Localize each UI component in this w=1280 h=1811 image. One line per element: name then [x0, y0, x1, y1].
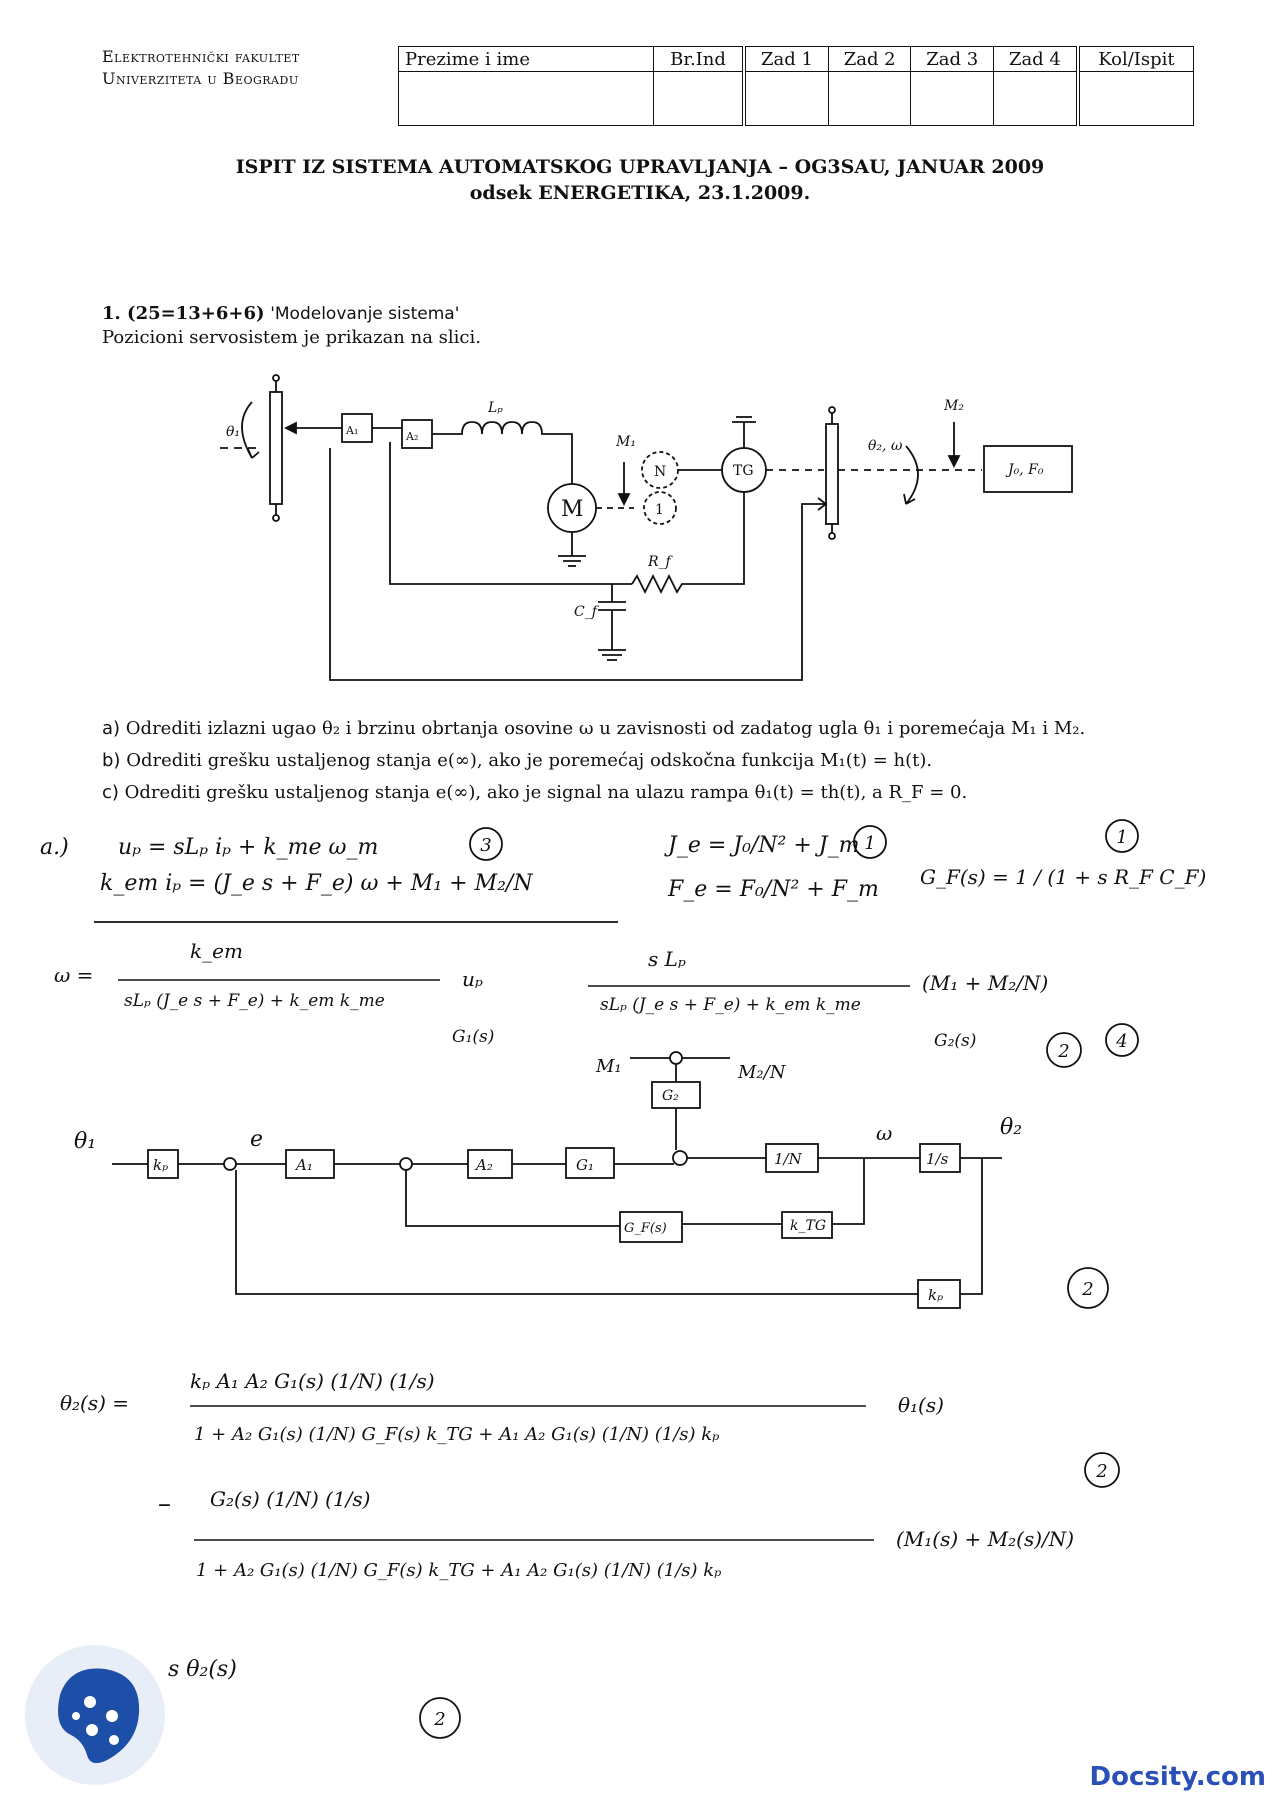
bd-g1: G₁ — [576, 1156, 594, 1174]
hw-gf: G_F(s) = 1 / (1 + s R_F C_F) — [920, 865, 1207, 889]
bd-sum-1 — [224, 1158, 236, 1170]
label-gear-one: 1 — [655, 502, 664, 518]
hw-omega-up: uₚ — [462, 967, 483, 991]
label-theta1: θ₁ — [226, 424, 241, 440]
hw-score1: 3 — [480, 835, 492, 856]
hw-omega-dist: (M₁ + M₂/N) — [922, 971, 1049, 995]
question-b-text: Odrediti grešku ustaljenog stanja e(∞), ako je poremećaj odskočna funkcija M₁(t) = h(t). — [126, 750, 933, 771]
hw-score6: 2 — [1096, 1461, 1108, 1482]
hw-t2-minus: – — [158, 1489, 171, 1519]
bd-ktg: k_TG — [790, 1218, 827, 1234]
hw-omega-den2: sLₚ (J_e s + F_e) + k_em k_me — [600, 995, 861, 1015]
col-task2: Zad 2 — [828, 47, 911, 72]
bd-e: e — [250, 1127, 264, 1152]
hw-omega-num1: k_em — [190, 939, 243, 963]
bd-m2n: M₂/N — [738, 1062, 786, 1083]
hw-t2-num1: kₚ A₁ A₂ G₁(s) (1/N) (1/s) — [190, 1369, 435, 1393]
label-cf: C_f — [574, 604, 597, 620]
question-a-letter: a) — [102, 718, 121, 739]
docsity-logo — [20, 1640, 170, 1790]
col-task4: Zad 4 — [993, 47, 1077, 72]
exam-title-line1: ISPIT IZ SISTEMA AUTOMATSKOG UPRAVLJANJA – OG3SAU, JANUAR 2009 — [235, 156, 1045, 178]
bd-gf: G_F(s) — [624, 1221, 667, 1236]
hw-omega-lhs: ω = — [54, 963, 94, 987]
label-rf: R_f — [648, 554, 671, 570]
institution-line1: Elektrotehnički fakultet — [102, 47, 300, 66]
hw-omega-num2: s Lₚ — [648, 947, 686, 971]
bd-theta1: θ₁ — [74, 1129, 97, 1154]
label-lp: Lₚ — [488, 400, 503, 416]
hw-t2-dist: (M₁(s) + M₂(s)/N) — [896, 1527, 1075, 1551]
label-a1: A₁ — [346, 424, 359, 437]
bd-a2: A₂ — [476, 1156, 493, 1174]
question-c-letter: c) — [102, 782, 119, 803]
hw-eq1: uₚ = sLₚ iₚ + k_me ω_m — [118, 835, 379, 860]
hw-t2-lhs: θ₂(s) = — [60, 1391, 130, 1415]
hw-t2-den1: 1 + A₂ G₁(s) (1/N) G_F(s) k_TG + A₁ A₂ G₁(s) (1/N) (1/s) kₚ — [194, 1424, 720, 1445]
col-index: Br.Ind — [654, 47, 745, 72]
bd-omega: ω — [876, 1121, 893, 1145]
hw-fe: F_e = F₀/N² + F_m — [668, 877, 879, 902]
label-tg: TG — [733, 463, 754, 479]
task-name: 'Modelovanje sistema' — [270, 304, 460, 324]
col-task1: Zad 1 — [744, 47, 828, 72]
label-n: N — [654, 464, 667, 480]
docsity-brand[interactable]: Docsity.com — [1089, 1762, 1266, 1792]
question-c-text: Odrediti grešku ustaljenog stanja e(∞), ako je signal na ulazu rampa θ₁(t) = th(t), a R_F = 0. — [124, 782, 968, 803]
docsity-logo-icon — [20, 1640, 170, 1790]
hw-omega-den1: sLₚ (J_e s + F_e) + k_em k_me — [124, 991, 385, 1011]
bd-sum-3 — [673, 1151, 687, 1165]
label-m2: M₂ — [944, 398, 964, 414]
label-m1: M₁ — [616, 434, 636, 450]
task-number: 1. (25=13+6+6) — [102, 303, 265, 324]
hw-je: J_e = J₀/N² + J_m — [668, 833, 860, 858]
bd-theta2: θ₂ — [1000, 1115, 1023, 1140]
hw-score-bd: 2 — [1082, 1279, 1094, 1300]
bd-kp: kₚ — [153, 1156, 169, 1174]
bd-m1: M₁ — [596, 1056, 622, 1077]
bd-sum-dist — [670, 1052, 682, 1064]
exam-title-line2: odsek ENERGETIKA, 23.1.2009. — [469, 182, 811, 204]
bd-a1: A₁ — [296, 1156, 313, 1174]
bd-kp2: kₚ — [928, 1286, 944, 1304]
label-a2: A₂ — [406, 430, 419, 443]
task-intro: Pozicioni servosistem je prikazan na slici. — [102, 327, 481, 348]
hw-g2s: G₂(s) — [934, 1031, 977, 1051]
hw-eq2: k_em iₚ = (J_e s + F_e) ω + M₁ + M₂/N — [100, 871, 533, 896]
bd-sum-2 — [400, 1158, 412, 1170]
label-theta2-omega: θ₂, ω — [868, 438, 903, 454]
hw-t2-in: θ₁(s) — [898, 1393, 944, 1417]
question-a-text: Odrediti izlazni ugao θ₂ i brzinu obrtanja osovine ω u zavisnosti od zadatog ugla θ₁ i poremećaja M₁ i M₂. — [125, 718, 1086, 739]
hw-score7: 2 — [434, 1709, 446, 1730]
hw-score4: 2 — [1058, 1041, 1070, 1062]
hw-t2-den2: 1 + A₂ G₁(s) (1/N) G_F(s) k_TG + A₁ A₂ G₁(s) (1/N) (1/s) kₚ — [196, 1560, 722, 1581]
col-task3: Zad 3 — [911, 47, 994, 72]
question-b-letter: b) — [102, 750, 121, 771]
hw-t2-num2: G₂(s) (1/N) (1/s) — [210, 1487, 371, 1511]
hw-score5: 4 — [1116, 1031, 1128, 1052]
hw-score2: 1 — [864, 833, 876, 854]
hw-g1s: G₁(s) — [452, 1027, 495, 1047]
institution-line2: Univerziteta u Beogradu — [102, 69, 299, 88]
bd-inv-s: 1/s — [926, 1150, 949, 1168]
hw-label-a: a.) — [40, 835, 69, 860]
hw-score3: 1 — [1116, 827, 1128, 848]
bd-inv-n: 1/N — [774, 1150, 802, 1168]
col-total: Kol/Ispit — [1078, 47, 1194, 72]
hw-last: s θ₂(s) — [168, 1657, 237, 1682]
bd-g2: G₂ — [662, 1088, 679, 1104]
col-name: Prezime i ime — [399, 47, 654, 72]
label-load: J₀, F₀ — [1008, 462, 1044, 478]
label-motor: M — [561, 497, 584, 522]
